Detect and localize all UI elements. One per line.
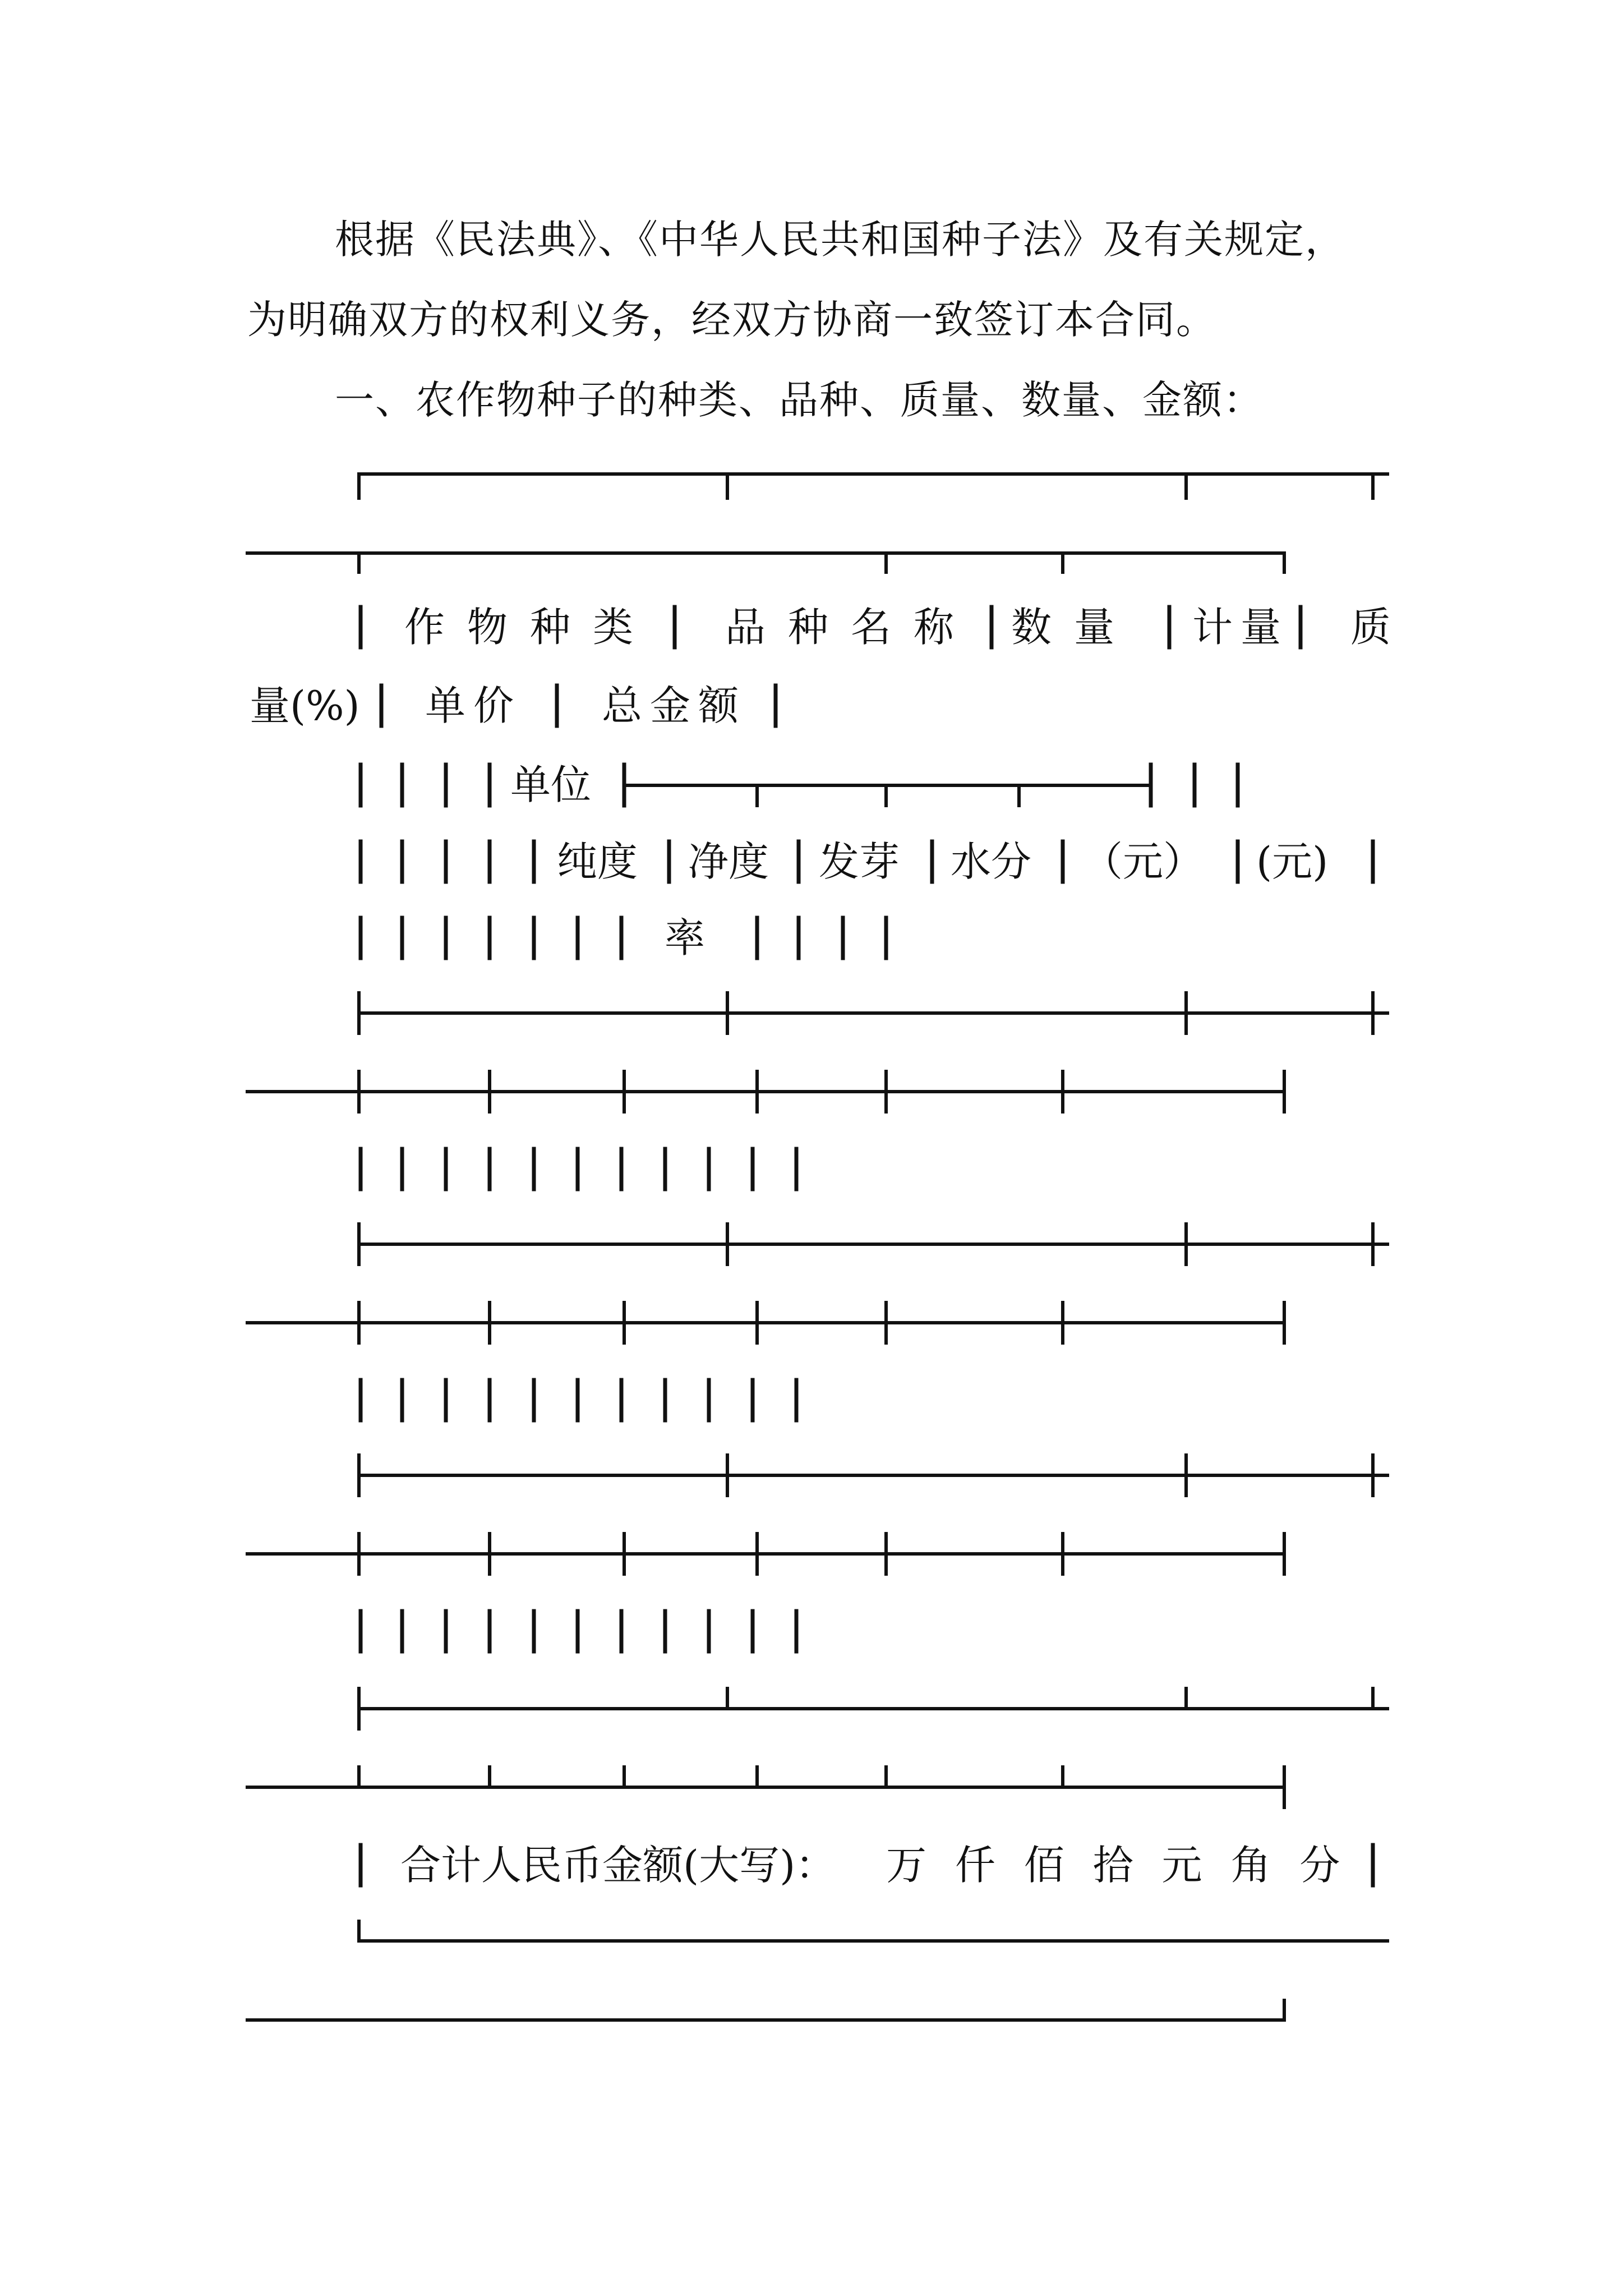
total-amount-label: 合计人民币金额(大写)： [400,1842,836,1889]
table-bottom-border [247,1921,1387,2020]
header-germination: 发芽 [819,838,900,885]
header-total-amount: 总金额 [602,682,747,729]
header-row-2-bars [361,765,1238,806]
intro-line-2: 为明确双方的权利义务，经双方协商一致签订本合同。 [247,297,1216,343]
header-moisture: 水分 [951,838,1032,885]
header-unit-price: 单价 [425,682,522,729]
table-separator-1 [247,993,1387,1112]
header-quantity: 数量 [1011,604,1137,651]
table-top-border [247,474,1387,572]
table-separator-2 [247,1224,1387,1343]
header-rate: 率 [665,914,706,961]
intro-line-1: 根据《民法典》、《中华人民共和国种子法》及有关规定， [335,217,1345,263]
header-measure: 计量 [1192,604,1289,651]
table-separator-3 [247,1455,1387,1574]
total-amount-units: 万 仟 佰 拾 元 角 分 [886,1842,1348,1889]
header-quality-char: 质 [1350,604,1391,651]
data-row-3-bars [361,1611,796,1651]
header-variety-name: 品种名称 [725,604,977,651]
data-row-2-bars [361,1380,796,1420]
data-row-1-bars [361,1149,796,1189]
header-quality-pct: 量(%) [250,682,360,729]
header-crop-type: 作物种类 [404,604,656,651]
section-1-heading: 一、农作物种子的种类、品种、质量、数量、金额： [335,377,1264,423]
header-purity: 纯度 [557,838,638,885]
header-unit: 单位 [510,761,592,808]
header-row-4-bars [361,918,886,958]
table-separator-4 [247,1688,1387,1807]
header-cleanliness: 净度 [688,838,769,885]
header-yuan-total: (元) [1256,838,1329,885]
header-yuan-unit-price: （元） [1082,838,1204,885]
